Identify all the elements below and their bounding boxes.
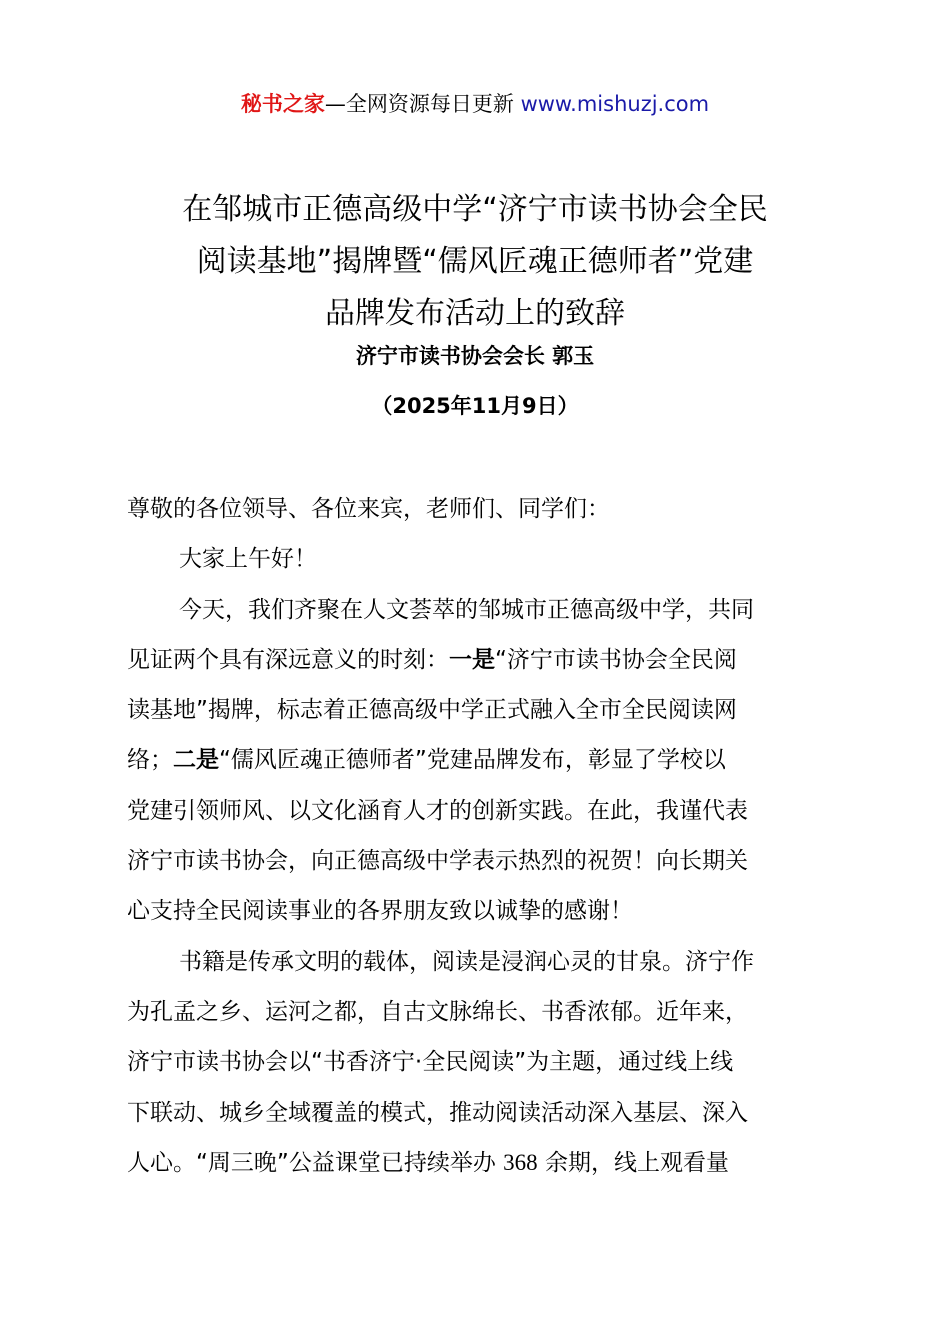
- paragraph-line: 书籍是传承文明的载体，阅读是浸润心灵的甘泉。济宁作: [179, 948, 754, 975]
- header-banner: [0, 88, 950, 120]
- salutation: 尊敬的各位领导、各位来宾，老师们、同学们：: [127, 496, 610, 522]
- paragraph-line: 络；二是“儒风匠魂正德师者”党建品牌发布，彰显了学校以: [127, 747, 726, 774]
- paragraph-line: 党建引领师风、以文化涵育人才的创新实践。在此，我谨代表: [127, 797, 748, 824]
- banner-slogan: —全网资源每日更新: [324, 92, 514, 116]
- paragraph-line: 济宁市读书协会以“书香济宁·全民阅读”为主题，通过线上线: [127, 1049, 734, 1076]
- emphasis-first: 一是: [449, 646, 495, 673]
- greeting: 大家上午好！: [179, 546, 317, 573]
- paragraph-line: 心支持全民阅读事业的各界朋友致以诚挚的感谢！: [127, 898, 633, 925]
- emphasis-second: 二是: [173, 747, 219, 774]
- paragraph-line: 读基地”揭牌，标志着正德高级中学正式融入全市全民阅读网: [127, 697, 737, 724]
- paragraph-line: 今天，我们齐聚在人文荟萃的邹城市正德高级中学，共同: [179, 596, 754, 623]
- speech-body: [127, 484, 837, 1188]
- website-link[interactable]: www.mishuzj.com: [520, 92, 710, 116]
- paragraph-line: 人心。“周三晚”公益课堂已持续举办 368 余期，线上观看量: [127, 1149, 729, 1176]
- title-line: 品牌发布活动上的致辞: [325, 296, 625, 331]
- paragraph-line: 为孔孟之乡、运河之都，自古文脉绵长、书香浓郁。近年来，: [127, 998, 748, 1025]
- date-line: （2025年11月9日）: [371, 394, 579, 418]
- title-line: 阅读基地”揭牌暨“儒风匠魂正德师者”党建: [196, 244, 754, 279]
- session-count: 368: [503, 1149, 538, 1175]
- title-line: 在邹城市正德高级中学“济宁市读书协会全民: [182, 192, 768, 227]
- brand-name[interactable]: 秘书之家: [240, 92, 325, 116]
- paragraph-line: 见证两个具有深远意义的时刻：一是“济宁市读书协会全民阅: [127, 646, 737, 673]
- author-line: 济宁市读书协会会长 郭玉: [355, 344, 595, 368]
- document-title: [120, 184, 830, 340]
- paragraph-line: 济宁市读书协会，向正德高级中学表示热烈的祝贺！向长期关: [127, 848, 748, 875]
- paragraph-line: 下联动、城乡全域覆盖的模式，推动阅读活动深入基层、深入: [127, 1099, 748, 1126]
